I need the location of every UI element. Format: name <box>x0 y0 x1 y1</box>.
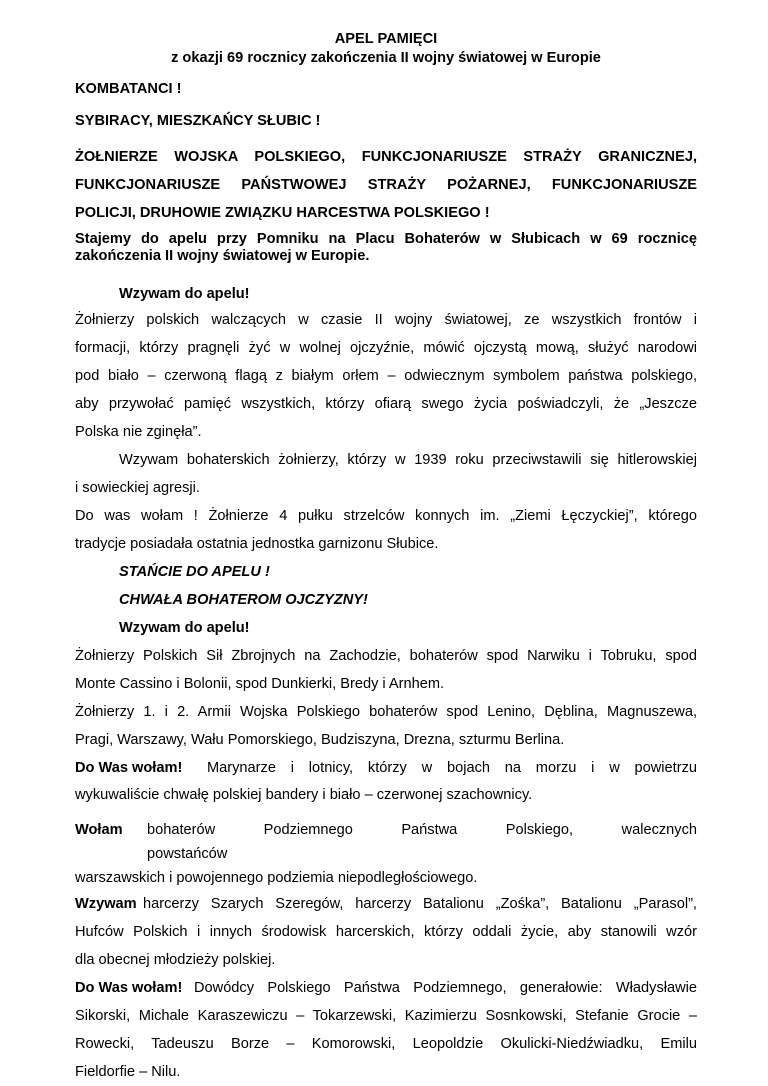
paragraph-line: Rowecki, Tadeuszu Borze – Komorowski, Leopoldzie Okulicki-Niedźwiadku, Emilu <box>75 1036 697 1052</box>
line-rest: harcerzy Szarych Szeregów, harcerzy Batalionu „Zośka”, Batalionu „Parasol”, <box>143 896 697 912</box>
paragraph-podziemie <box>75 818 697 890</box>
stancie-callout: STAŃCIE DO APELU ! <box>119 564 270 580</box>
paragraph-4-pulk <box>75 502 697 558</box>
line-rest: Marynarze i lotnicy, którzy w bojach na morzu i w powietrzu <box>207 760 697 776</box>
paragraph-line: Pragi, Warszawy, Wału Pomorskiego, Budziszyna, Drezna, szturmu Berlina. <box>75 732 565 748</box>
chwala-callout: CHWAŁA BOHATEROM OJCZYZNY! <box>119 592 368 608</box>
paragraph-soldiers <box>75 306 697 446</box>
paragraph-line: Żołnierzy Polskich Sił Zbrojnych na Zachodzie, bohaterów spod Narwiku i Tobruku, spod <box>75 648 697 664</box>
paragraph-line: Żołnierzy 1. i 2. Armii Wojska Polskiego bohaterów spod Lenino, Dęblina, Magnuszewa, <box>75 704 697 720</box>
paragraph-line <box>75 754 697 782</box>
paragraph-line: pod biało – czerwoną flagą z białym orłem – odwiecznym symbolem państwa polskiego, <box>75 368 697 384</box>
address-kombatanci: KOMBATANCI ! <box>75 81 182 97</box>
address-line: POLICJI, DRUHOWIE ZWIĄZKU HARCESTWA POLSKIEGO ! <box>75 205 490 221</box>
document-subtitle: z okazji 69 rocznicy zakończenia II wojny światowej w Europie <box>171 50 601 66</box>
paragraph-1939 <box>75 446 697 502</box>
paragraph-line: Do was wołam ! Żołnierze 4 pułku strzelców konnych im. „Ziemi Łęczyckiej”, którego <box>75 508 697 524</box>
address-line: FUNKCJONARIUSZE PAŃSTWOWEJ STRAŻY POŻARNEJ, FUNKCJONARIUSZE <box>75 177 697 193</box>
bold-lead: Do Was wołam! <box>75 760 183 776</box>
paragraph-line: Monte Cassino i Bolonii, spod Dunkierki, Bredy i Arnhem. <box>75 676 445 692</box>
paragraph-line: Żołnierzy polskich walczących w czasie II wojny światowej, ze wszystkich frontów i <box>75 312 697 328</box>
bold-lead: Do Was wołam! <box>75 980 183 996</box>
paragraph-harcerze <box>75 890 697 974</box>
paragraph-line: Wzywam bohaterskich żołnierzy, którzy w 1939 roku przeciwstawili się hitlerowskiej <box>119 452 697 468</box>
paragraph-line: Fieldorfie – Nilu. <box>75 1064 181 1080</box>
paragraph-line: Stajemy do apelu przy Pomniku na Placu Bohaterów w Słubicach w 69 rocznicę <box>75 231 697 247</box>
address-sybiracy: SYBIRACY, MIESZKAŃCY SŁUBIC ! <box>75 113 321 129</box>
paragraph-line: formacji, którzy pragnęli żyć w wolnej ojczyźnie, mówić ojczystą mową, służyć narodowi <box>75 340 697 356</box>
paragraph-dowodcy <box>75 974 697 1086</box>
paragraph-line: tradycje posiadała ostatnia jednostka garnizonu Słubice. <box>75 536 439 552</box>
paragraph-armie <box>75 698 697 754</box>
bold-lead: Wołam <box>75 822 123 838</box>
paragraph-line: Polska nie zginęła”. <box>75 424 202 440</box>
document-title: APEL PAMIĘCI <box>334 31 438 47</box>
paragraph-line: i sowieckiej agresji. <box>75 480 200 496</box>
paragraph-line: aby przywołać pamięć wszystkich, którzy ofiarą swego życia poświadczyli, że „Jeszcze <box>75 396 697 412</box>
line-rest: bohaterów Podziemnego Państwa Polskiego, walecznych powstańców <box>147 822 697 862</box>
paragraph-zachod <box>75 642 697 698</box>
paragraph-line: zakończenia II wojny światowej w Europie. <box>75 248 370 264</box>
paragraph-line: Sikorski, Michale Karaszewiczu – Tokarzewski, Kazimierzu Sosnkowski, Stefanie Grocie – <box>75 1008 697 1024</box>
paragraph-line <box>75 890 697 918</box>
document-page <box>75 30 697 1086</box>
address-soldiers <box>75 143 697 227</box>
stajemy-paragraph <box>75 231 697 265</box>
wzywam-heading: Wzywam do apelu! <box>119 286 250 302</box>
paragraph-line: wykuwaliście chwałę polskiej bandery i biało – czerwonej szachownicy. <box>75 787 533 803</box>
wzywam-heading: Wzywam do apelu! <box>119 620 250 636</box>
paragraph-line <box>75 974 697 1002</box>
paragraph-line: dla obecnej młodzieży polskiej. <box>75 952 276 968</box>
line-rest: Dowódcy Polskiego Państwa Podziemnego, generałowie: Władysławie <box>194 980 697 996</box>
paragraph-marynarze <box>75 754 697 808</box>
paragraph-line <box>75 818 697 866</box>
paragraph-line: warszawskich i powojennego podziemia niepodległościowego. <box>75 870 478 886</box>
bold-lead: Wzywam <box>75 896 137 912</box>
paragraph-line: Hufców Polskich i innych środowisk harcerskich, którzy oddali życie, aby stanowili wzór <box>75 924 697 940</box>
address-line: ŻOŁNIERZE WOJSKA POLSKIEGO, FUNKCJONARIUSZE STRAŻY GRANICZNEJ, <box>75 149 697 165</box>
